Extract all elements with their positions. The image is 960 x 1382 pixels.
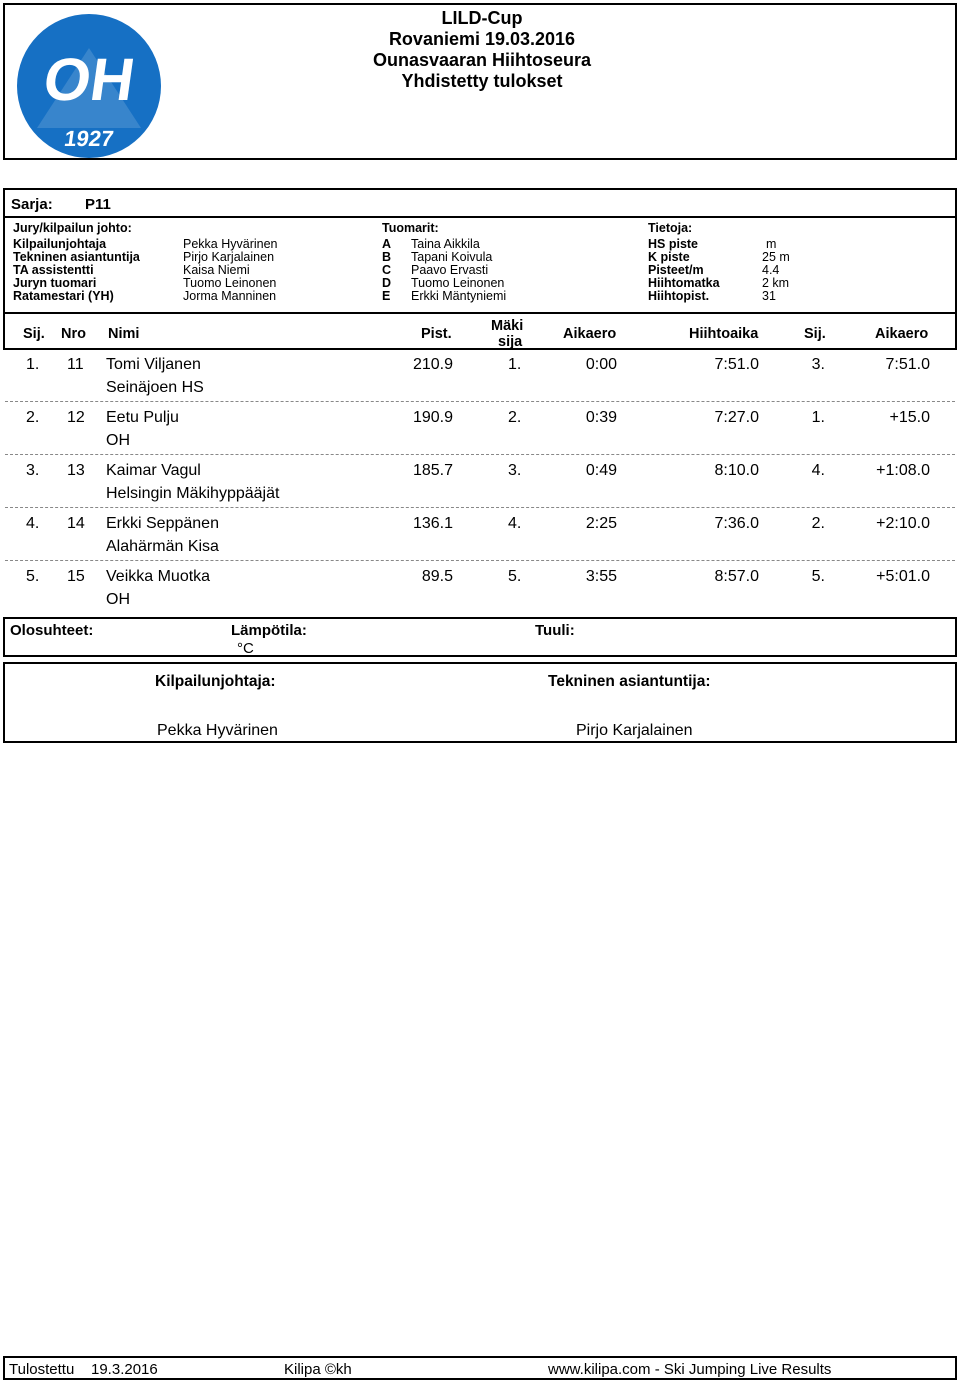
conditions-label: Olosuhteet:: [10, 622, 94, 639]
signatures-box: [3, 662, 957, 743]
info-value: 31: [762, 289, 776, 303]
rank: 4.: [26, 515, 40, 532]
info-label: Hiihtopist.: [648, 289, 710, 303]
jump-rank: 2.: [508, 409, 522, 426]
printed-date: 19.3.2016: [91, 1361, 158, 1378]
athlete-name: Eetu Pulju: [106, 409, 179, 426]
info-heading: Tietoja:: [648, 221, 693, 235]
start-gap: 3:55: [585, 568, 617, 585]
ski-time: 7:51.0: [714, 356, 759, 373]
copyright: Kilipa ©kh: [284, 1361, 352, 1378]
points: 136.1: [412, 515, 453, 532]
ski-time: 8:10.0: [714, 462, 759, 479]
jury-name: Tuomo Leinonen: [183, 276, 277, 290]
jury-role: Ratamestari (YH): [13, 289, 114, 303]
final-gap: 7:51.0: [885, 356, 930, 373]
col-points: Pist.: [421, 326, 452, 342]
judge-name: Erkki Mäntyniemi: [411, 289, 507, 303]
jury-heading: Jury/kilpailun johto:: [13, 221, 132, 235]
judge-letter: B: [382, 250, 392, 264]
col-jump-rank-sub: sija: [498, 334, 523, 350]
director-label: Kilpailunjohtaja:: [155, 673, 276, 690]
officials-box: [3, 188, 957, 350]
divider: [5, 312, 955, 314]
jury-role: Kilpailunjohtaja: [13, 237, 107, 251]
final-rank: 2.: [811, 515, 825, 532]
divider: [5, 216, 955, 218]
judge-name: Taina Aikkila: [411, 237, 480, 251]
final-gap: +15.0: [889, 409, 930, 426]
bib: 12: [67, 409, 85, 426]
wind-label: Tuuli:: [535, 622, 575, 639]
club: Alahärmän Kisa: [106, 538, 219, 555]
judge-letter: C: [382, 263, 392, 277]
final-rank: 3.: [811, 356, 825, 373]
athlete-name: Erkki Seppänen: [106, 515, 219, 532]
row-separator: [5, 507, 955, 508]
judge-name: Paavo Ervasti: [411, 263, 489, 277]
jury-name: Pirjo Karjalainen: [183, 250, 275, 264]
ski-time: 8:57.0: [714, 568, 759, 585]
jump-rank: 3.: [508, 462, 522, 479]
td-label: Tekninen asiantuntija:: [548, 673, 711, 690]
col-rank: Sij.: [23, 326, 45, 342]
start-gap: 0:00: [585, 356, 617, 373]
bib: 11: [67, 356, 84, 373]
final-gap: +1:08.0: [876, 462, 930, 479]
start-gap: 2:25: [585, 515, 617, 532]
info-label: K piste: [648, 250, 690, 264]
jury-role: TA assistentti: [13, 263, 94, 277]
club: Seinäjoen HS: [106, 379, 204, 396]
temperature-label: Lämpötila:: [231, 622, 307, 639]
ski-time: 7:27.0: [714, 409, 759, 426]
bib: 15: [67, 568, 85, 585]
col-final-rank: Sij.: [804, 326, 826, 342]
judges-heading: Tuomarit:: [382, 221, 439, 235]
rank: 3.: [26, 462, 40, 479]
judge-letter: E: [382, 289, 391, 303]
start-gap: 0:49: [585, 462, 617, 479]
start-gap: 0:39: [585, 409, 617, 426]
series-label: Sarja:: [11, 196, 53, 213]
final-rank: 5.: [811, 568, 825, 585]
col-bib: Nro: [61, 326, 86, 342]
jury-name: Pekka Hyvärinen: [183, 237, 278, 251]
club: Helsingin Mäkihyppääjät: [106, 485, 280, 502]
points: 210.9: [412, 356, 453, 373]
series-value: P11: [85, 196, 111, 213]
col-jump-rank: Mäki: [491, 318, 524, 334]
jump-rank: 1.: [508, 356, 522, 373]
results-type: Yhdistetty tulokset: [401, 71, 563, 91]
final-rank: 4.: [811, 462, 825, 479]
athlete-name: Veikka Muotka: [106, 568, 211, 585]
printed-label: Tulostettu: [9, 1361, 75, 1378]
row-separator: [5, 454, 955, 455]
temperature-value: °C: [237, 640, 254, 657]
info-label: Pisteet/m: [648, 263, 704, 277]
final-gap: +5:01.0: [876, 568, 930, 585]
col-ski-time: Hiihtoaika: [689, 326, 759, 342]
info-value: 2 km: [762, 276, 790, 290]
site-link[interactable]: www.kilipa.com - Ski Jumping Live Results: [548, 1361, 832, 1378]
athlete-name: Kaimar Vagul: [106, 462, 201, 479]
bib: 13: [67, 462, 85, 479]
jury-name: Kaisa Niemi: [183, 263, 250, 277]
final-gap: +2:10.0: [876, 515, 930, 532]
jump-rank: 5.: [508, 568, 522, 585]
info-label: HS piste: [648, 237, 699, 251]
points: 190.9: [412, 409, 453, 426]
club: OH: [106, 432, 130, 449]
event-location-date: Rovaniemi 19.03.2016: [388, 29, 576, 49]
director-name: Pekka Hyvärinen: [157, 722, 278, 739]
bib: 14: [67, 515, 85, 532]
jury-role: Tekninen asiantuntija: [13, 250, 140, 264]
judge-name: Tuomo Leinonen: [411, 276, 505, 290]
rank: 1.: [26, 356, 40, 373]
organizer: Ounasvaaran Hiihtoseura: [372, 50, 592, 70]
logo-text: OH: [39, 45, 140, 113]
rank: 5.: [26, 568, 40, 585]
athlete-name: Tomi Viljanen: [106, 356, 201, 373]
info-value: 4.4: [762, 263, 780, 277]
td-name: Pirjo Karjalainen: [576, 722, 693, 739]
jump-rank: 4.: [508, 515, 522, 532]
points: 89.5: [421, 568, 453, 585]
header-box: [3, 3, 957, 160]
footer: [3, 1356, 957, 1380]
info-value: m: [766, 237, 777, 251]
conditions-box: [3, 617, 957, 657]
row-separator: [5, 401, 955, 402]
event-title: LILD-Cup: [441, 8, 523, 28]
points: 185.7: [412, 462, 453, 479]
jury-role: Juryn tuomari: [13, 276, 97, 290]
judge-name: Tapani Koivula: [411, 250, 493, 264]
jury-name: Jorma Manninen: [183, 289, 277, 303]
ski-time: 7:36.0: [714, 515, 759, 532]
col-start-gap: Aikaero: [563, 326, 617, 342]
col-name: Nimi: [108, 326, 140, 342]
club: OH: [106, 591, 130, 608]
info-value: 25 m: [762, 250, 790, 264]
final-rank: 1.: [811, 409, 825, 426]
rank: 2.: [26, 409, 40, 426]
col-final-gap: Aikaero: [875, 326, 929, 342]
row-separator: [5, 560, 955, 561]
info-label: Hiihtomatka: [648, 276, 720, 290]
logo-year: 1927: [62, 126, 116, 151]
judge-letter: A: [382, 237, 392, 251]
judge-letter: D: [382, 276, 392, 290]
